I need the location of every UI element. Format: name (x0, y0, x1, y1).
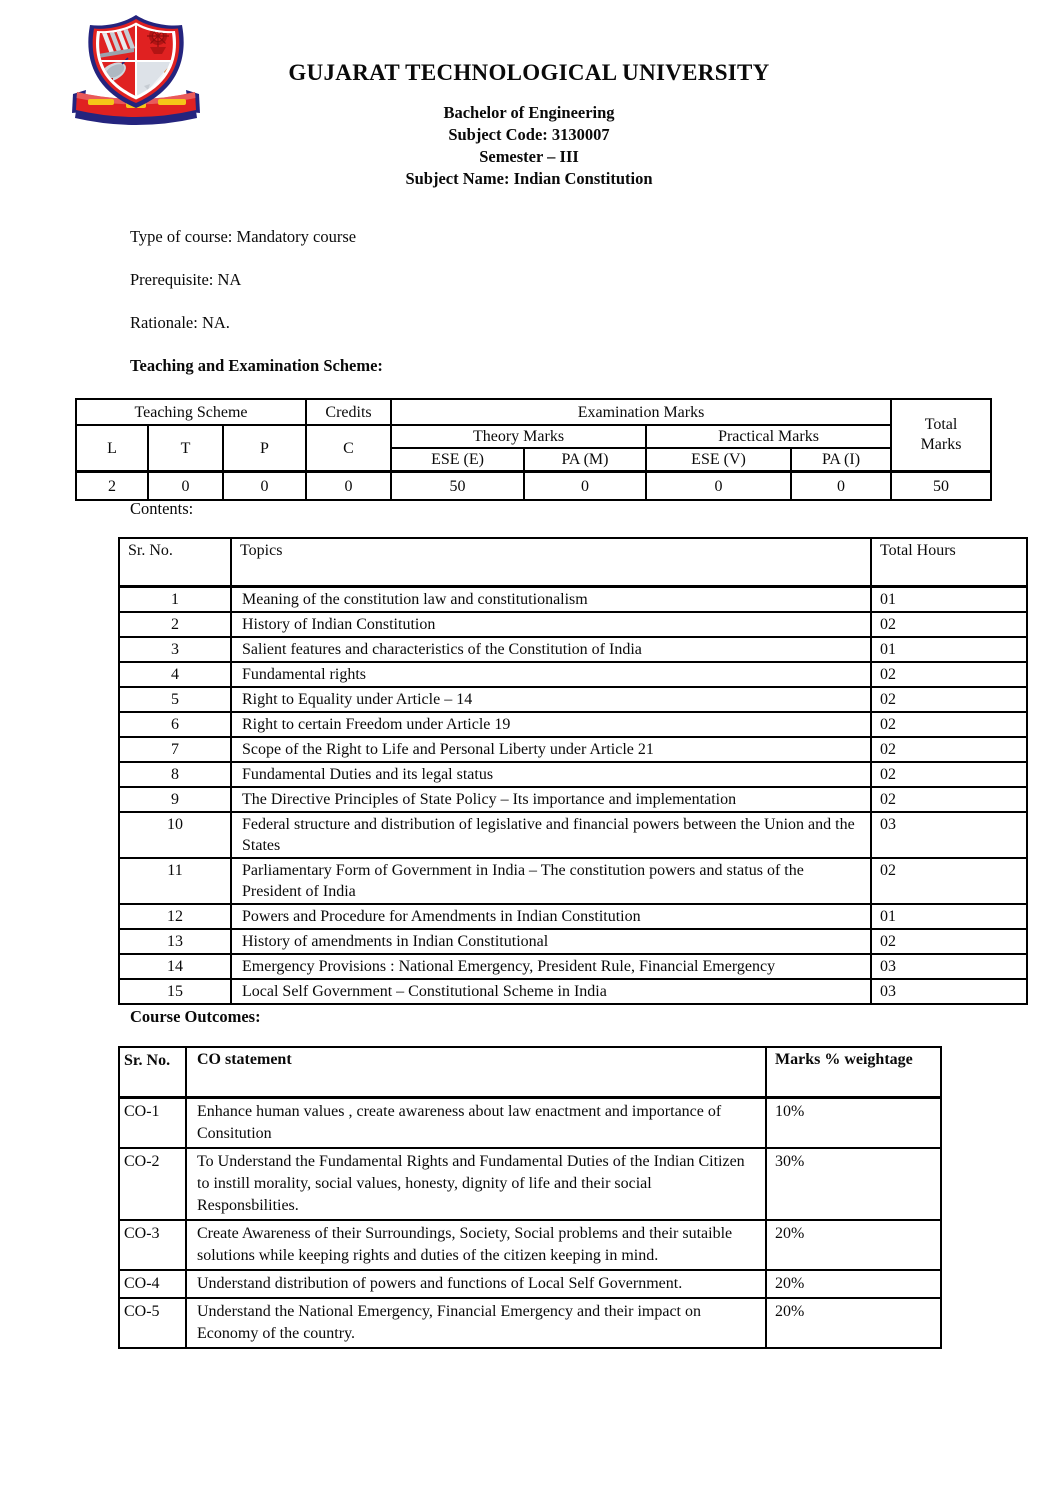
c-value: 0 (306, 472, 391, 501)
contents-topics-header: Topics (231, 538, 871, 587)
outcome-statement-cell: Understand the National Emergency, Financial Emergency and their impact on Economy of the country. (186, 1298, 766, 1348)
pa-i-header: PA (I) (791, 448, 891, 472)
topic-sr-cell: 14 (119, 954, 231, 979)
pa-m-header: PA (M) (524, 448, 646, 472)
topic-sr-cell: 8 (119, 762, 231, 787)
outcome-sr-cell: CO-4 (119, 1270, 186, 1298)
contents-row (119, 662, 1027, 687)
teaching-examination-scheme-table (75, 398, 992, 501)
topic-title-cell: History of Indian Constitution (231, 612, 871, 637)
contents-body (119, 587, 1027, 1005)
topic-hours-cell: 02 (871, 787, 1027, 812)
total-marks-header: Total Marks (891, 399, 991, 472)
outcomes-weightage-header: Marks % weightage (766, 1047, 941, 1098)
outcome-row (119, 1098, 941, 1149)
contents-row (119, 954, 1027, 979)
outcome-sr-cell: CO-5 (119, 1298, 186, 1348)
contents-row (119, 687, 1027, 712)
subject-header-block (0, 102, 1058, 190)
ese-v-value: 0 (646, 472, 791, 501)
theory-marks-header: Theory Marks (391, 425, 646, 448)
topic-hours-cell: 01 (871, 637, 1027, 662)
topic-title-cell: Right to Equality under Article – 14 (231, 687, 871, 712)
outcomes-statement-header: CO statement (186, 1047, 766, 1098)
topic-hours-cell: 03 (871, 812, 1027, 858)
scheme-section-heading: Teaching and Examination Scheme: (130, 356, 383, 375)
topic-title-cell: Federal structure and distribution of legislative and financial powers between the Union and the States (231, 812, 871, 858)
t-value: 0 (148, 472, 223, 501)
topic-hours-cell: 02 (871, 762, 1027, 787)
credit-header: C (306, 425, 391, 472)
prerequisite-line: Prerequisite: NA (130, 270, 242, 289)
program-line: Bachelor of Engineering (443, 103, 615, 122)
outcome-row (119, 1270, 941, 1298)
topic-title-cell: History of amendments in Indian Constitutional (231, 929, 871, 954)
outcome-row (119, 1220, 941, 1270)
scheme-values-row (76, 472, 991, 501)
topic-title-cell: Right to certain Freedom under Article 19 (231, 712, 871, 737)
topic-sr-cell: 10 (119, 812, 231, 858)
topic-sr-cell: 11 (119, 858, 231, 904)
credits-header: Credits (306, 399, 391, 425)
scheme-header-row-1 (76, 399, 991, 425)
outcome-statement-cell: Understand distribution of powers and functions of Local Self Government. (186, 1270, 766, 1298)
pa-m-value: 0 (524, 472, 646, 501)
contents-sr-no-header: Sr. No. (119, 538, 231, 587)
outcome-weightage-cell: 20% (766, 1270, 941, 1298)
rationale-line: Rationale: NA. (130, 313, 230, 332)
topic-sr-cell: 4 (119, 662, 231, 687)
outcome-weightage-cell: 10% (766, 1098, 941, 1149)
contents-row (119, 737, 1027, 762)
topic-title-cell: Salient features and characteristics of the Constitution of India (231, 637, 871, 662)
outcomes-header-row (119, 1047, 941, 1098)
outcome-sr-cell: CO-1 (119, 1098, 186, 1149)
total-marks-value: 50 (891, 472, 991, 501)
practical-marks-header: Practical Marks (646, 425, 891, 448)
topic-title-cell: Fundamental Duties and its legal status (231, 762, 871, 787)
contents-row (119, 858, 1027, 904)
outcome-sr-cell: CO-3 (119, 1220, 186, 1270)
topic-title-cell: The Directive Principles of State Policy – Its importance and implementation (231, 787, 871, 812)
ese-v-header: ESE (V) (646, 448, 791, 472)
topic-hours-cell: 02 (871, 858, 1027, 904)
outcome-weightage-cell: 30% (766, 1148, 941, 1220)
outcomes-sr-no-header: Sr. No. (119, 1047, 186, 1098)
topic-sr-cell: 13 (119, 929, 231, 954)
topic-hours-cell: 03 (871, 979, 1027, 1004)
topic-title-cell: Powers and Procedure for Amendments in Indian Constitution (231, 904, 871, 929)
contents-total-hours-header: Total Hours (871, 538, 1027, 587)
outcome-weightage-cell: 20% (766, 1220, 941, 1270)
topic-hours-cell: 02 (871, 929, 1027, 954)
examination-marks-header: Examination Marks (391, 399, 891, 425)
topic-sr-cell: 15 (119, 979, 231, 1004)
outcomes-section-heading: Course Outcomes: (130, 1007, 261, 1026)
topic-hours-cell: 02 (871, 687, 1027, 712)
type-of-course-line: Type of course: Mandatory course (130, 227, 357, 246)
topic-sr-cell: 1 (119, 587, 231, 613)
subject-code-line: Subject Code: 3130007 (448, 125, 610, 144)
topic-title-cell: Parliamentary Form of Government in India – The constitution powers and status of the President of India (231, 858, 871, 904)
topic-hours-cell: 03 (871, 954, 1027, 979)
course-outcomes-table (118, 1046, 942, 1349)
lectures-header: L (76, 425, 148, 472)
contents-row (119, 712, 1027, 737)
topic-sr-cell: 12 (119, 904, 231, 929)
contents-label: Contents: (130, 499, 194, 518)
contents-row (119, 637, 1027, 662)
contents-row (119, 787, 1027, 812)
outcome-row (119, 1298, 941, 1348)
topic-sr-cell: 3 (119, 637, 231, 662)
contents-table (118, 537, 1028, 1005)
semester-line: Semester – III (479, 147, 579, 166)
scheme-header-row-2 (76, 425, 991, 448)
outcome-weightage-cell: 20% (766, 1298, 941, 1348)
outcome-statement-cell: Enhance human values , create awareness about law enactment and importance of Consitution (186, 1098, 766, 1149)
contents-row (119, 812, 1027, 858)
topic-hours-cell: 01 (871, 587, 1027, 613)
topic-title-cell: Emergency Provisions : National Emergency, President Rule, Financial Emergency (231, 954, 871, 979)
contents-row (119, 979, 1027, 1004)
l-value: 2 (76, 472, 148, 501)
topic-hours-cell: 02 (871, 612, 1027, 637)
topic-sr-cell: 7 (119, 737, 231, 762)
topic-sr-cell: 2 (119, 612, 231, 637)
topic-sr-cell: 6 (119, 712, 231, 737)
tutorial-header: T (148, 425, 223, 472)
topic-sr-cell: 9 (119, 787, 231, 812)
university-title: GUJARAT TECHNOLOGICAL UNIVERSITY (288, 60, 770, 85)
topic-title-cell: Meaning of the constitution law and constitutionalism (231, 587, 871, 613)
contents-row (119, 587, 1027, 613)
topic-hours-cell: 01 (871, 904, 1027, 929)
contents-row (119, 612, 1027, 637)
outcomes-body (119, 1098, 941, 1349)
topic-title-cell: Local Self Government – Constitutional Scheme in India (231, 979, 871, 1004)
subject-name-line: Subject Name: Indian Constitution (405, 169, 653, 188)
topic-title-cell: Fundamental rights (231, 662, 871, 687)
contents-row (119, 929, 1027, 954)
pa-i-value: 0 (791, 472, 891, 501)
contents-header-row (119, 538, 1027, 587)
topic-title-cell: Scope of the Right to Life and Personal Liberty under Article 21 (231, 737, 871, 762)
outcome-statement-cell: To Understand the Fundamental Rights and Fundamental Duties of the Indian Citizen to instill morality, social values, honesty, dignity of life and their social Responsbilities. (186, 1148, 766, 1220)
contents-row (119, 904, 1027, 929)
practical-header: P (223, 425, 306, 472)
topic-hours-cell: 02 (871, 712, 1027, 737)
teaching-scheme-header: Teaching Scheme (76, 399, 306, 425)
topic-hours-cell: 02 (871, 737, 1027, 762)
p-value: 0 (223, 472, 306, 501)
ese-e-value: 50 (391, 472, 524, 501)
topic-sr-cell: 5 (119, 687, 231, 712)
outcome-row (119, 1148, 941, 1220)
document-header (0, 60, 1058, 190)
topic-hours-cell: 02 (871, 662, 1027, 687)
outcome-sr-cell: CO-2 (119, 1148, 186, 1220)
contents-row (119, 762, 1027, 787)
outcome-statement-cell: Create Awareness of their Surroundings, Society, Social problems and their sutaible solutions while keeping rights and duties of the citizen keeping in mind. (186, 1220, 766, 1270)
ese-e-header: ESE (E) (391, 448, 524, 472)
